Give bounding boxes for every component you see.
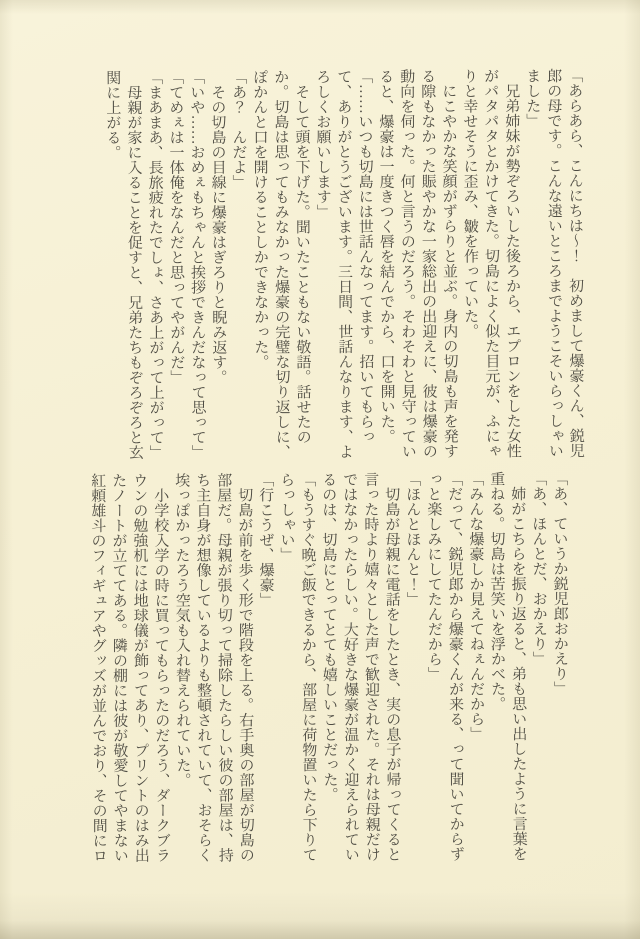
paragraph: 姉がこちらを振り返ると、弟も思い出したように言葉を重ねる。切島は苦笑いを浮かべた。 bbox=[488, 471, 527, 862]
paragraph: 「てめぇは一体俺をなんだと思ってやがんだ」 bbox=[167, 69, 185, 385]
paragraph: 「あらあら、こんにちは～！ 初めまして爆豪くん、鋭児郎の母です。こんな遠いところまでようこそいらっしゃいました」 bbox=[524, 67, 584, 459]
paragraph: そして頭を下げた。聞いたこともない敬語。話せたのか。切島は思ってもみなかった爆豪の完璧な切り返しに、ぽかんと口を開けることしかできなかった。 bbox=[251, 69, 311, 460]
paragraph: 切島が前を歩く形で階段を上る。右手奥の部屋が切島の部屋だ。母親が張り切って掃除したらしい彼の部屋は、持ち主自身が想像しているよりも整頓されていて、おそらく埃っぽかったろう空気も入れ替えられていた。 bbox=[173, 472, 254, 863]
paragraph: 「だって、鋭児郎から爆豪くんが来る、って聞いてからずっと楽しみにしてたんだから」 bbox=[425, 471, 464, 862]
paragraph: 「あ、ほんとだ、おかえり」 bbox=[530, 470, 547, 667]
paragraph: 「あ？ んだよ」 bbox=[230, 69, 247, 190]
paragraph: 小学校入学の時に買ってもらったのだろう、ダークブラウンの勉強机には地球儀が飾ってあり、プリントのはみ出たノートが立ててある。隣の棚には彼が敬愛してやまない紅頼雄斗のフィギュアやグッズが並んでおり、その間にロ bbox=[89, 472, 170, 863]
paragraph: 「まあまあ、長旅疲れたでしょ、さあ上がって上がって」 bbox=[146, 69, 164, 460]
paragraph: 「いや……おめぇもちゃんと挨拶できんだなって思って」 bbox=[188, 69, 206, 460]
paragraph: その切島の目線に爆豪はぎろりと睨み返す。 bbox=[209, 84, 227, 385]
paragraph: 「ほんとほんと！」 bbox=[404, 471, 421, 607]
text-block-top bbox=[64, 68, 586, 463]
paragraph: 「みんな爆豪しか見えてねぇんだから」 bbox=[467, 471, 485, 742]
paragraph: 母親が家に入ることを促すと、兄弟たちもぞろぞろと玄関に上がる。 bbox=[104, 69, 143, 460]
paragraph: 「……いつも切島には世話んなってます。招いてもらって、ありがとうございます。三日間、世話んなります、よろしくお願いします」 bbox=[314, 68, 374, 459]
paragraph: 「あ、ていうか鋭児郎おかえり」 bbox=[551, 470, 569, 696]
paragraph: 切島が母親に電話をしたとき、実の息子が帰ってくると言った時より嬉々とした声で歓迎された。それは母親だけではなかったらしい。大好きな爆豪が温かく迎えられているのは、切島にとってとても嬉しいことだった。 bbox=[320, 471, 401, 862]
paragraph: 「行こうぜ、爆豪」 bbox=[257, 472, 274, 608]
paragraph: 兄弟姉妹が勢ぞろいした後ろから、エプロンをした女性がパタパタとかけてきた。切島によく似た目元が、ふにゃりと幸せそうに歪み、皺を作っていた。 bbox=[461, 68, 521, 459]
text-block-bottom bbox=[34, 471, 571, 865]
paragraph: にこやかな笑顔がずらりと並ぶ。身内の切島も声を発する隙もなかった賑やかな一家総出の出迎えに、彼は爆豪の動向を伺った。何と言うのだろう。そわそわと見守っていると、爆豪は一度きつく唇を結んでから、口を開いた。 bbox=[377, 68, 458, 459]
paragraph: 「もうすぐ晩ご飯できるから、部屋に荷物置いたら下りてらっしゃい」 bbox=[278, 471, 317, 863]
